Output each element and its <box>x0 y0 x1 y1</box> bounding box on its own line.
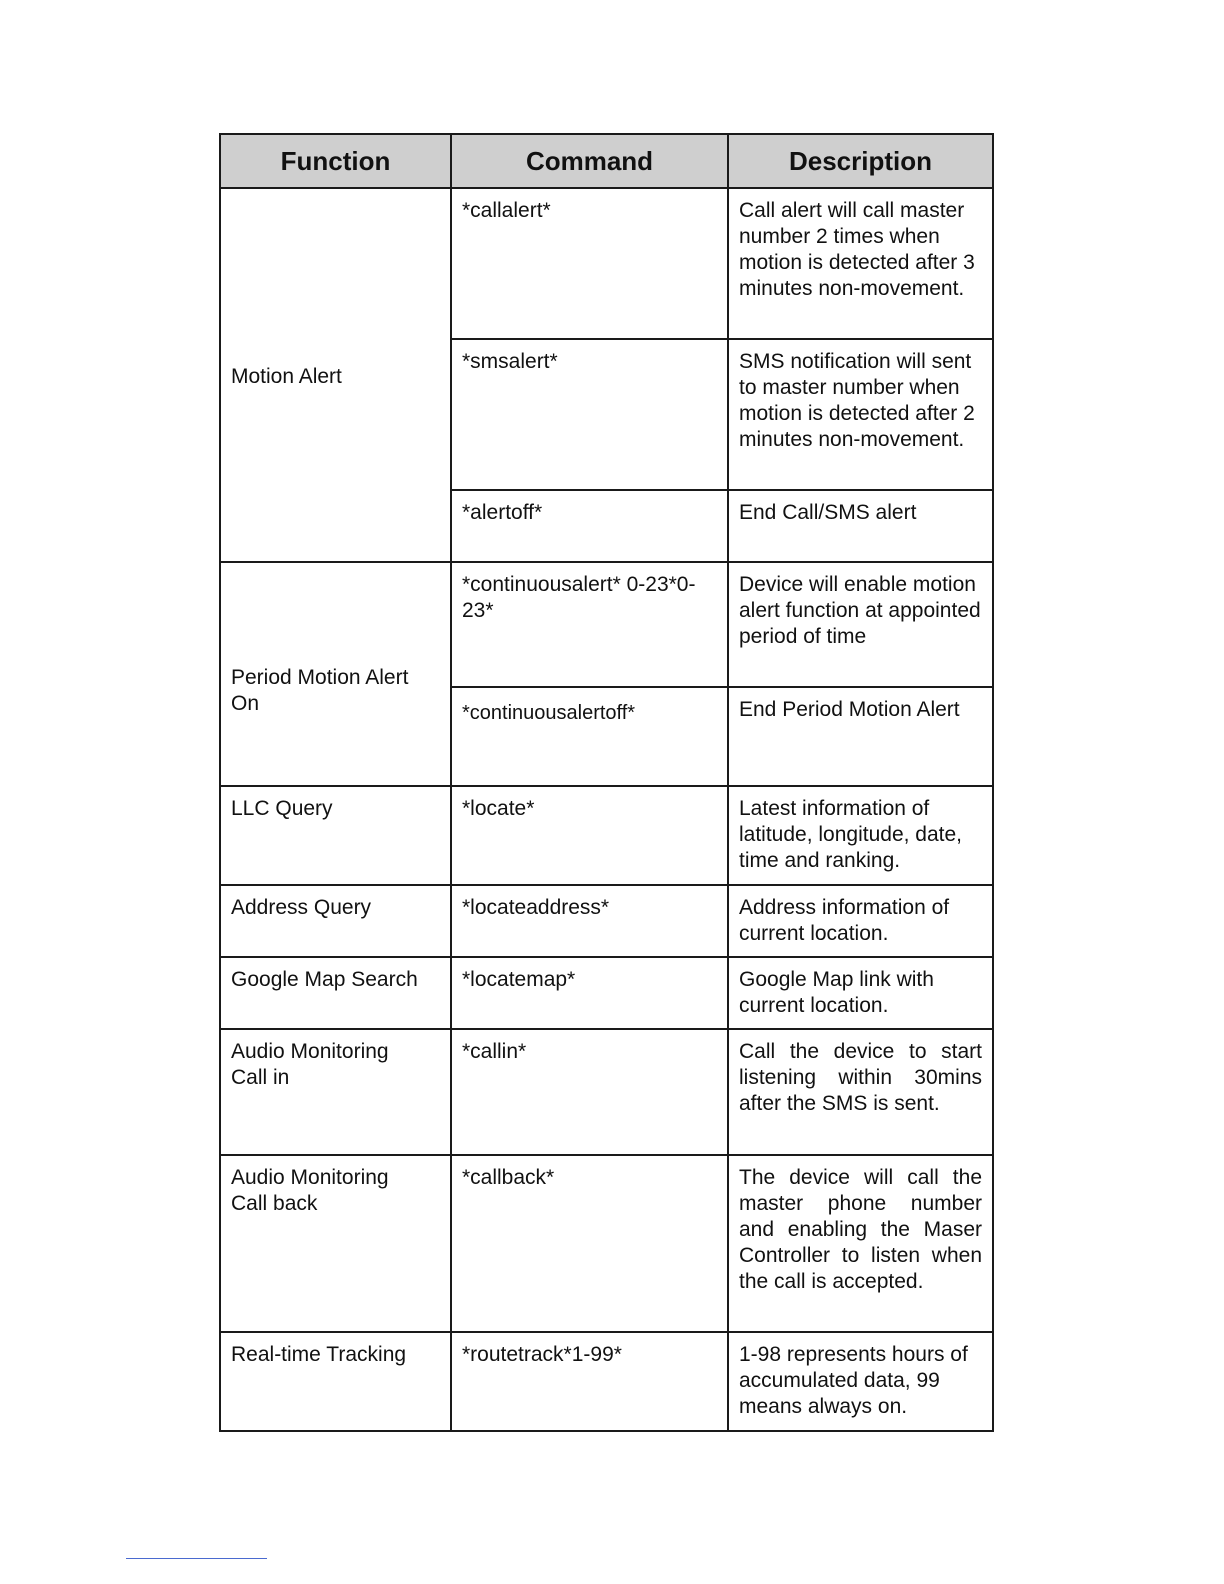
table-row <box>220 562 993 687</box>
command-table <box>219 133 994 1432</box>
command-cell: *routetrack*1-99* <box>451 1332 728 1431</box>
command-cell: *callin* <box>451 1029 728 1155</box>
command-cell: *callback* <box>451 1155 728 1332</box>
function-cell-period-motion: Period Motion Alert On <box>220 562 451 786</box>
description-cell: The device will call the master phone number and enabling the Maser Controller to listen when the call is accepted. <box>728 1155 993 1332</box>
table-row <box>220 1155 993 1332</box>
table-header <box>220 134 993 188</box>
command-cell: *alertoff* <box>451 490 728 562</box>
command-cell: *locate* <box>451 786 728 885</box>
function-cell: Audio Monitoring Call in <box>220 1029 451 1155</box>
header-function: Function <box>220 134 451 188</box>
command-cell: *locateaddress* <box>451 885 728 957</box>
description-cell: SMS notification will sent to master number when motion is detected after 2 minutes non-movement. <box>728 339 993 490</box>
table-row <box>220 786 993 885</box>
header-command: Command <box>451 134 728 188</box>
description-cell: Google Map link with current location. <box>728 957 993 1029</box>
description-cell: End Period Motion Alert <box>728 687 993 786</box>
table-row <box>220 1029 993 1155</box>
function-cell-motion-alert: Motion Alert <box>220 188 451 562</box>
table-body <box>220 188 993 1431</box>
table-row <box>220 885 993 957</box>
function-cell: Audio Monitoring Call back <box>220 1155 451 1332</box>
function-cell: LLC Query <box>220 786 451 885</box>
description-cell: Call the device to start listening within 30mins after the SMS is sent. <box>728 1029 993 1155</box>
command-cell: *callalert* <box>451 188 728 339</box>
table-row <box>220 1332 993 1431</box>
header-row <box>220 134 993 188</box>
command-cell: *smsalert* <box>451 339 728 490</box>
description-cell: End Call/SMS alert <box>728 490 993 562</box>
footer-divider <box>126 1558 267 1559</box>
command-cell: *locatemap* <box>451 957 728 1029</box>
command-cell: *continuousalertoff* <box>451 687 728 786</box>
command-cell: *continuousalert* 0-23*0-23* <box>451 562 728 687</box>
header-description: Description <box>728 134 993 188</box>
function-cell: Real-time Tracking <box>220 1332 451 1431</box>
function-cell: Address Query <box>220 885 451 957</box>
description-cell: 1-98 represents hours of accumulated data, 99 means always on. <box>728 1332 993 1431</box>
table-row <box>220 957 993 1029</box>
function-cell: Google Map Search <box>220 957 451 1029</box>
description-cell: Latest information of latitude, longitude, date, time and ranking. <box>728 786 993 885</box>
description-cell: Device will enable motion alert function at appointed period of time <box>728 562 993 687</box>
table-row <box>220 188 993 339</box>
description-cell: Call alert will call master number 2 times when motion is detected after 3 minutes non-movement. <box>728 188 993 339</box>
description-cell: Address information of current location. <box>728 885 993 957</box>
